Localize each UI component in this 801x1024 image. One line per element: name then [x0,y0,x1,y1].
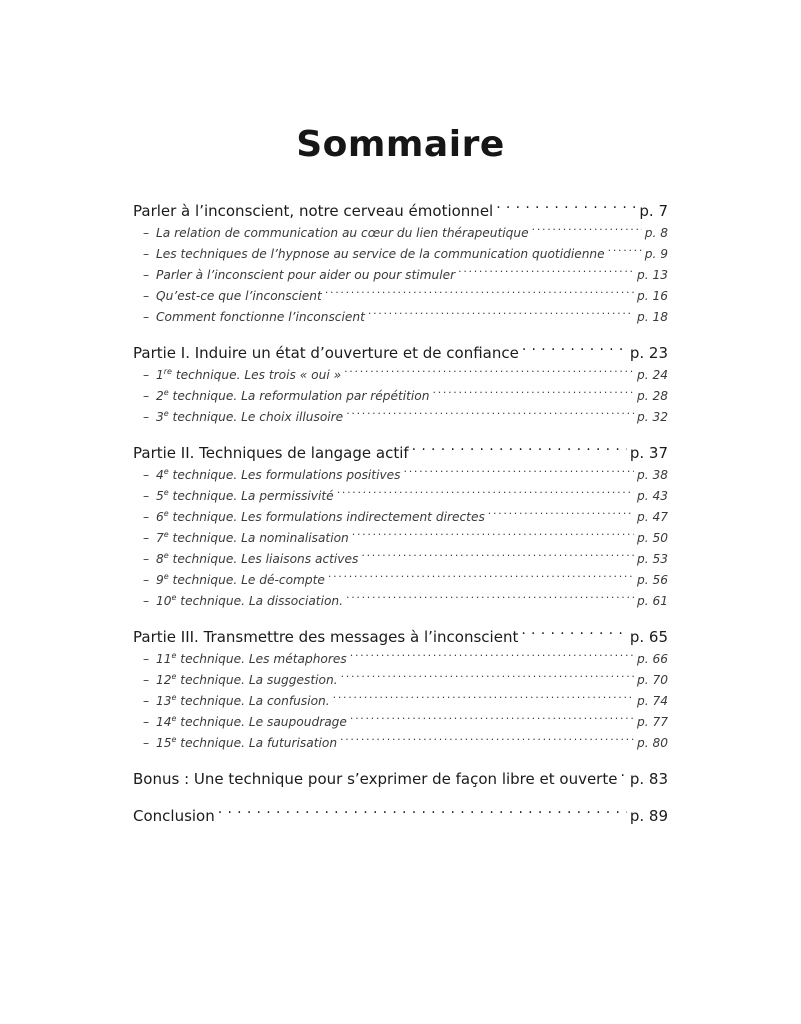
toc-page-number: p. 66 [637,652,668,666]
toc-page-number: p. 7 [639,202,668,220]
toc-page-number: p. 8 [644,226,668,240]
dot-leader [522,343,627,358]
dot-leader [337,488,634,500]
dot-leader [340,735,634,747]
toc-sub-label [156,733,337,754]
ordinal-suffix: e [163,571,169,581]
toc-main-entry[interactable] [133,805,668,828]
toc-page-number: p. 53 [637,552,668,566]
toc-sub-label [156,528,349,549]
dot-leader [346,409,634,421]
dash-marker: – [143,715,150,729]
toc-sub-text: technique. La suggestion. [176,673,338,687]
toc-page-number: p. 61 [637,594,668,608]
toc-sub-text: technique. Le choix illusoire [168,410,344,424]
dot-leader [218,806,627,821]
ordinal-suffix: e [163,487,169,497]
technique-number: 8 [156,552,164,566]
dot-leader [488,509,634,521]
toc-sub-label [156,407,343,428]
toc-page-number: p. 18 [637,310,668,324]
ordinal-suffix: e [163,466,169,476]
toc-main-entry[interactable] [133,768,668,791]
toc-sub-entry[interactable] [133,307,668,328]
dash-marker: – [143,673,150,687]
toc-sub-text: Parler à l’inconscient pour aider ou pour stimuler [156,268,456,282]
toc-sub-text: technique. La futurisation [176,736,338,750]
toc-sub-entry[interactable] [133,712,668,733]
toc-sub-label [156,670,338,691]
dot-leader [412,443,627,458]
toc-sub-text: Comment fonctionne l’inconscient [156,310,365,324]
dot-leader [341,672,634,684]
toc-main-entry[interactable] [133,342,668,365]
dash-marker: – [143,268,150,282]
toc-sub-label [156,691,330,712]
dot-leader [350,651,634,663]
toc-sub-text: technique. La dissociation. [176,594,344,608]
dash-marker: – [143,510,150,524]
toc-section [133,442,668,612]
toc-sub-label [156,286,322,307]
dash-marker: – [143,552,150,566]
toc-entry-label: Partie II. Techniques de langage actif [133,444,409,462]
toc-entry-label: Bonus : Une technique pour s’exprimer de façon libre et ouverte [133,770,618,788]
toc-sub-entry[interactable] [133,286,668,307]
toc-page-number: p. 70 [637,673,668,687]
technique-number: 12 [156,673,172,687]
toc-sub-entry[interactable] [133,733,668,754]
dot-leader [458,267,634,279]
dash-marker: – [143,468,150,482]
toc-page-number: p. 80 [637,736,668,750]
dash-marker: – [143,310,150,324]
toc-sub-label [156,712,347,733]
toc-sub-text: technique. Les trois « oui » [171,368,342,382]
dot-leader [350,714,634,726]
toc-sub-entry[interactable] [133,465,668,486]
toc-main-entry[interactable] [133,200,668,223]
toc-sub-label [156,570,325,591]
toc-sub-label [156,549,358,570]
toc-sub-text: technique. Les formulations positives [168,468,401,482]
dot-leader [404,467,634,479]
toc-sub-label [156,265,455,286]
toc-sub-entry[interactable] [133,528,668,549]
technique-number: 2 [156,389,164,403]
toc-sub-entry[interactable] [133,691,668,712]
toc-section [133,805,668,828]
ordinal-suffix: e [163,508,169,518]
toc-page-number: p. 65 [629,628,668,646]
toc-page-number: p. 89 [629,807,668,825]
technique-number: 7 [156,531,164,545]
technique-number: 10 [156,594,172,608]
toc-sub-text: technique. La nominalisation [168,531,349,545]
toc-sub-entry[interactable] [133,591,668,612]
toc-page-number: p. 28 [637,389,668,403]
toc-sub-text: technique. Les métaphores [176,652,347,666]
toc-page-number: p. 56 [637,573,668,587]
toc-page-number: p. 24 [637,368,668,382]
toc-main-entry[interactable] [133,442,668,465]
toc-sub-text: technique. Les formulations indirectement directes [168,510,485,524]
table-of-contents [133,200,668,842]
toc-sub-entry[interactable] [133,386,668,407]
toc-section [133,200,668,328]
toc-page-number: p. 9 [644,247,668,261]
toc-sub-label [156,486,334,507]
dot-leader [361,551,634,563]
toc-entry-label: Partie I. Induire un état d’ouverture et de confiance [133,344,519,362]
dot-leader [346,593,634,605]
dash-marker: – [143,389,150,403]
ordinal-suffix: re [163,366,172,376]
dot-leader [333,693,634,705]
toc-sub-text: technique. La reformulation par répétition [168,389,430,403]
toc-page-number: p. 43 [637,489,668,503]
toc-sub-entry[interactable] [133,244,668,265]
toc-sub-entry[interactable] [133,570,668,591]
toc-sub-text: technique. Les liaisons actives [168,552,359,566]
dash-marker: – [143,289,150,303]
toc-sub-label [156,507,485,528]
dash-marker: – [143,694,150,708]
dash-marker: – [143,531,150,545]
technique-number: 11 [156,652,172,666]
toc-page-number: p. 50 [637,531,668,545]
dot-leader [352,530,634,542]
dot-leader [433,388,635,400]
page-title: Sommaire [296,124,505,165]
toc-section [133,342,668,428]
technique-number: 3 [156,410,164,424]
toc-sub-text: technique. La permissivité [168,489,334,503]
toc-page-number: p. 38 [637,468,668,482]
toc-sub-entry[interactable] [133,365,668,386]
dash-marker: – [143,226,150,240]
toc-sub-text: Qu’est-ce que l’inconscient [156,289,322,303]
technique-number: 4 [156,468,164,482]
ordinal-suffix: e [171,671,177,681]
toc-page-number: p. 16 [637,289,668,303]
technique-number: 9 [156,573,164,587]
toc-entry-label: Parler à l’inconscient, notre cerveau émotionnel [133,202,494,220]
toc-sub-label [156,365,341,386]
dot-leader [496,201,636,216]
toc-sub-entry[interactable] [133,407,668,428]
ordinal-suffix: e [171,713,177,723]
toc-page-number: p. 23 [629,344,668,362]
ordinal-suffix: e [171,734,177,744]
ordinal-suffix: e [171,650,177,660]
ordinal-suffix: e [171,692,177,702]
ordinal-suffix: e [163,529,169,539]
toc-section [133,626,668,754]
toc-sub-entry[interactable] [133,486,668,507]
dash-marker: – [143,368,150,382]
toc-page-number: p. 74 [637,694,668,708]
toc-page-number: p. 13 [637,268,668,282]
toc-sub-entry[interactable] [133,549,668,570]
toc-sub-text: technique. Le saupoudrage [176,715,347,729]
toc-page-number: p. 77 [637,715,668,729]
technique-number: 5 [156,489,164,503]
toc-entry-label: Conclusion [133,807,215,825]
toc-sub-entry[interactable] [133,670,668,691]
toc-page-number: p. 37 [629,444,668,462]
toc-page-number: p. 47 [637,510,668,524]
toc-sub-text: technique. Le dé-compte [168,573,325,587]
ordinal-suffix: e [163,408,169,418]
toc-sub-label [156,386,430,407]
toc-sub-label [156,649,347,670]
toc-sub-label [156,591,343,612]
toc-sub-text: technique. La confusion. [176,694,330,708]
dot-leader [368,309,634,321]
ordinal-suffix: e [163,387,169,397]
technique-number: 15 [156,736,172,750]
dash-marker: – [143,652,150,666]
dash-marker: – [143,489,150,503]
technique-number: 13 [156,694,172,708]
technique-number: 6 [156,510,164,524]
dash-marker: – [143,247,150,261]
toc-sub-text: Les techniques de l’hypnose au service de la communication quotidienne [156,247,605,261]
toc-sub-entry[interactable] [133,265,668,286]
technique-number: 14 [156,715,172,729]
toc-section [133,768,668,791]
dash-marker: – [143,410,150,424]
dot-leader [521,627,627,642]
toc-sub-text: La relation de communication au cœur du lien thérapeutique [156,226,529,240]
toc-sub-label [156,223,529,244]
dash-marker: – [143,736,150,750]
dash-marker: – [143,594,150,608]
dash-marker: – [143,573,150,587]
dot-leader [608,246,642,258]
dot-leader [620,769,626,784]
toc-sub-entry[interactable] [133,223,668,244]
toc-sub-label [156,465,401,486]
toc-sub-entry[interactable] [133,649,668,670]
ordinal-suffix: e [163,550,169,560]
dot-leader [328,572,634,584]
dot-leader [344,367,634,379]
toc-sub-label [156,244,605,265]
toc-sub-label [156,307,365,328]
dot-leader [325,288,634,300]
toc-sub-entry[interactable] [133,507,668,528]
toc-main-entry[interactable] [133,626,668,649]
toc-entry-label: Partie III. Transmettre des messages à l’inconscient [133,628,519,646]
ordinal-suffix: e [171,592,177,602]
dot-leader [532,225,642,237]
technique-number: 1 [156,368,164,382]
toc-page-number: p. 32 [637,410,668,424]
toc-page-number: p. 83 [629,770,668,788]
